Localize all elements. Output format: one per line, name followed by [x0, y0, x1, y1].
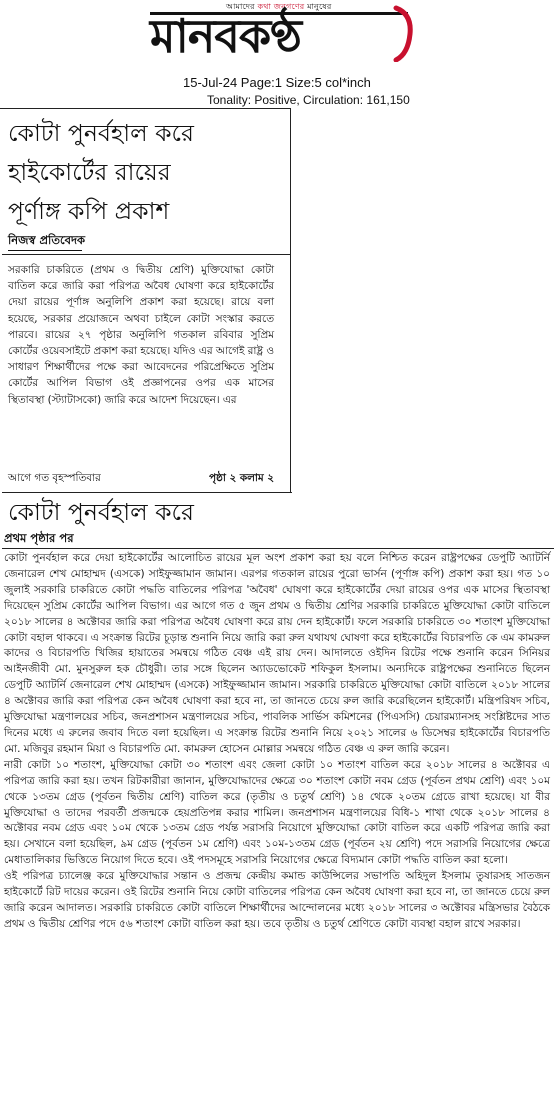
body-paragraph: নারী কোটা ১০ শতাংশ, মুক্তিযোদ্ধা কোটা ৩০ শতাংশ এবং জেলা কোটা ১০ শতাংশ বাতিল করে ২০১৮ সালের ৪ অক্টোবর এ পরিপত্র জারি করা হয়। তখন রিটকারীরা জানান, মুক্তিযোদ্ধাদের ক্ষেত্রে ৩০ শতাংশ কোটা নবম গ্রেড (পূর্বতন প্রথম শ্রেণি) এবং ১০ম থেকে ১৩তম গ্রেড (পূর্বতন দ্বিতীয় শ্রেণি) বাতিল করে (তৃতীয় ও চতুর্থ শ্রেণি) ১৪ থেকে ২০তম গ্রেডে রাখা হয়েছে। যা বীর মুক্তিযোদ্ধা ও তাদের পরবর্তী প্রজন্মকে হেয়প্রতিপন্ন করার শামিল। জনপ্রশাসন মন্ত্রণালয়ের বিধি-১ শাখা থেকে ২০১৮ সালের ৪ অক্টোবর নবম গ্রেড এবং ১০ম থেকে ১৩তম গ্রেড পর্যন্ত সরাসরি নিয়োগে মুক্তিযোদ্ধা কোটা বাতিল করে একটি পরিপত্র জারি করা হয়। সেখানে বলা হয়েছিল, ৯ম গ্রেড (পূর্বতন ১ম শ্রেণি) এবং ১০ম-১৩তম গ্রেড (পূর্বতন ২য় শ্রেণি) পদে সরাসরি নিয়োগের ক্ষেত্রে মেধাতালিকার ভিত্তিতে নিয়োগ দিতে হবে। ওই পদসমূহে সরাসরি নিয়োগের ক্ষেত্রে বিদ্যমান কোটা পদ্ধতি বাতিল করা হলো। — [4, 758, 550, 867]
article-2-body — [4, 551, 550, 933]
clipping-tonality: Tonality: Positive, Circulation: 161,150 — [207, 93, 410, 107]
tagline-part-2: কথা জনগণের — [257, 2, 305, 11]
divider — [2, 254, 290, 255]
article-1-lead-last-line — [8, 470, 274, 486]
tagline-part-3: মানুষের — [304, 2, 332, 11]
lead-last-text: আগে গত বৃহস্পতিবার — [8, 472, 101, 484]
headline-line-1: কোটা পুনর্বহাল করে — [8, 119, 194, 147]
headline-line-2: হাইকোর্টের রায়ের — [8, 158, 171, 186]
article-1-headline — [8, 114, 288, 231]
divider — [2, 492, 292, 493]
article-1-byline: নিজস্ব প্রতিবেদক — [8, 233, 86, 247]
clipping-right-border — [290, 108, 291, 492]
continued-on-label: পৃষ্ঠা ২ কলাম ২ — [209, 472, 274, 484]
divider — [2, 548, 554, 549]
newspaper-logo: মানবকণ্ঠ — [150, 9, 302, 63]
headline-line-3: পূর্ণাঙ্গ কপি প্রকাশ — [8, 197, 170, 225]
clipping-info: 15-Jul-24 Page:1 Size:5 col*inch — [183, 75, 371, 90]
article-2-headline: কোটা পুনর্বহাল করে — [8, 498, 194, 526]
clipping-top-border — [0, 108, 291, 109]
article-2-byline: প্রথম পৃষ্ঠার পর — [4, 531, 74, 545]
body-paragraph: কোটা পুনর্বহাল করে দেয়া হাইকোর্টের আলোচিত রায়ের মূল অংশ প্রকাশ করা হয় বলে নিশ্চিত করেন রাষ্ট্রপক্ষের ডেপুটি অ্যাটর্নি জেনারেল শেখ মোহাম্মদ (এসকে) সাইফুজ্জামান জামান। এরপর গতকাল রায়ের পুরো ভার্সন (পূর্ণাঙ্গ কপি) প্রকাশ করা হয়। গত ১০ জুলাই সরকারি চাকরিতে কোটা পদ্ধতি বাতিলের পরিপত্র 'অবৈধ' ঘোষণা করে হাইকোর্টের দেয়া রায়ের ওপর এক মাসের স্থিতাবস্থা দিয়েছেন সুপ্রিম কোর্টের আপিল বিভাগ। এর আগে গত ৫ জুন প্রথম ও দ্বিতীয় শ্রেণির সরকারি চাকরিতে মুক্তিযোদ্ধা কোটা বাতিলে ২০১৮ সালের ৪ অক্টোবর জারি করা পরিপত্র অবৈধ ঘোষণা করে রায় দেন হাইকোর্ট। ফলে সরকারি চাকরিতে ৩০ শতাংশ মুক্তিযোদ্ধা কোটা বহাল থাকবে। এ সংক্রান্ত রিটের চূড়ান্ত শুনানি নিয়ে জারি করা রুল যথাযথ ঘোষণা করে হাইকোর্টের বিচারপতি কে এম কামরুল কাদের ও বিচারপতি খিজির হায়াতের সমন্বয়ে গঠিত বেঞ্চ এই রায় দেন। আদালতে ওইদিন রিটের পক্ষে শুনানি করেন সিনিয়র আইনজীবী মো. মুনসুরুল হক চৌধুরী। তার সঙ্গে ছিলেন অ্যাডভোকেট শফিকুল ইসলাম। অন্যদিকে রাষ্ট্রপক্ষের শুনানিতে ছিলেন ডেপুটি অ্যাটর্নি জেনারেল শেখ মোহাম্মদ (এসকে) সাইফুজ্জামান জামান। সরকারি চাকরিতে মুক্তিযোদ্ধা কোটা বাতিলে ২০১৮ সালের ৪ অক্টোবর জারি করা পরিপত্র কেন অবৈধ ঘোষণা করা হবে না, তা জানতে চেয়ে রুল জারি করেছিলেন হাইকোর্ট। মন্ত্রিপরিষদ সচিব, মুক্তিযোদ্ধা মন্ত্রণালয়ের সচিব, জনপ্রশাসন মন্ত্রণালয়ের সচিব, পাবলিক সার্ভিস কমিশনের (পিএসসি) চেয়ারম্যানসহ সংশ্লিষ্টদের সাত দিনের মধ্যে এ রুলের জবাব দিতে বলা হয়েছিল। এ সংক্রান্ত রিটের শুনানি নিয়ে ২০২১ সালের ৬ ডিসেম্বর হাইকোর্টের বিচারপতি মো. মজিবুর রহমান মিয়া ও বিচারপতি মো. কামরুল হোসেন মোল্লার সমন্বয়ে গঠিত বেঞ্চ এ রুল জারি করেন। — [4, 552, 550, 755]
article-1-lead: সরকারি চাকরিতে (প্রথম ও দ্বিতীয় শ্রেণি) মুক্তিযোদ্ধা কোটা বাতিল করে জারি করা পরিপত্র অবৈধ ঘোষণা করে হাইকোর্টের দেয়া রায়ের পূর্ণাঙ্গ অনুলিপি প্রকাশ করা হয়েছে। রায়ে বলা হয়েছে, সরকার প্রয়োজনে অথবা চাইলে কোটা সংস্কার করতে পারবে। রায়ের ২৭ পৃষ্ঠার অনুলিপি গতকাল রবিবার সুপ্রিম কোর্টের ওয়েবসাইটে প্রকাশ করা হয়েছে। যদিও এর আগেই রাষ্ট্র ও সাধারণ শিক্ষার্থীদের পক্ষে করা আবেদনের পরিপ্রেক্ষিতে সুপ্রিম কোর্টের আপিল বিভাগ ওই প্রজ্ঞাপনের ওপর এক মাসের স্থিতাবস্থা (স্ট্যাটাসকো) জারি করে আদেশ দিয়েছেন। এর — [8, 264, 274, 406]
masthead — [0, 0, 554, 70]
body-paragraph: ওই পরিপত্র চ্যালেঞ্জ করে মুক্তিযোদ্ধার সন্তান ও প্রজন্ম কেন্দ্রীয় কমান্ড কাউন্সিলের সভাপতি অহিদুল ইসলাম তুষারসহ সাতজন হাইকোর্টে রিট দায়ের করেন। ওই রিটের শুনানি নিয়ে কোটা বাতিলের পরিপত্র কেন অবৈধ ঘোষণা করা হবে না, তা জানতে চেয়ে রুল জারি করেন আদালত। সরকারি চাকরিতে কোটা বাতিলে শিক্ষার্থীদের আন্দোলনের মধ্যে ২০১৮ সালের ৩ অক্টোবর মন্ত্রিসভার বৈঠকে প্রথম ও দ্বিতীয় শ্রেণির পদে ৫৬ শতাংশ কোটা বাতিল করা হয়। তবে তৃতীয় ও চতুর্থ শ্রেণিতে কোটা ব্যবস্থা বহাল রাখে সরকার। — [4, 870, 550, 930]
logo-flag-mark-icon — [392, 4, 414, 62]
byline-underline — [8, 250, 82, 251]
tagline-part-1: আমাদের — [226, 2, 258, 11]
